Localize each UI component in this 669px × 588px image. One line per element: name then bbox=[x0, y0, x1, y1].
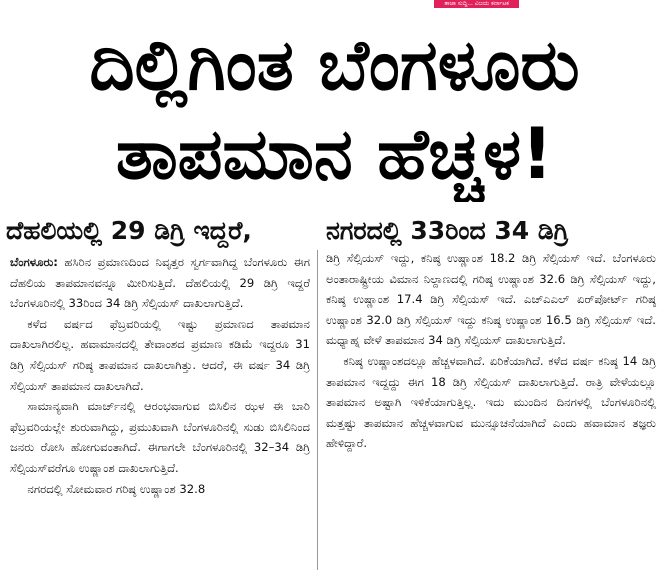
headline-line-1: ದಿಲ್ಲಿಗಿಂತ ಬೆಂಗಳೂರು bbox=[89, 24, 580, 106]
article-paragraph: ಸಾಮಾನ್ಯವಾಗಿ ಮಾರ್ಚ್‌ನಲ್ಲಿ ಆರಂಭವಾಗುವ ಬಿಸಿಲಿನ ಝಳ ಈ ಬಾರಿ ಫೆಬ್ರವರಿಯಲ್ಲೇ ಶುರುವಾಗಿದ್ದು, ಪ್ರಮುಖವಾಗಿ ಬೆಂಗಳೂರಿನಲ್ಲಿ ಸುಡು ಬಿಸಿಲಿನಿಂದ ಜನರು ರೋಸಿ ಹೋಗುವಂತಾಗಿದೆ. ಈಗಾಗಲೇ ಬೆಂಗಳೂರಿನಲ್ಲಿ 32–34 ಡಿಗ್ರಿ ಸೆಲ್ಸಿಯಸ್‌ವರೆಗೂ ಉಷ್ಣಾಂಶ ದಾಖಲಾಗುತ್ತಿದೆ. bbox=[10, 399, 310, 475]
article-paragraph: ಕನಿಷ್ಠ ಉಷ್ಣಾಂಶದಲ್ಲೂ ಹೆಚ್ಚಳವಾಗಿದೆ. ಏರಿಕೆಯಾಗಿದೆ. ಕಳೆದ ವರ್ಷ ಕನಿಷ್ಠ 14 ಡಿಗ್ರಿ ತಾಪಮಾನ ಇದ್ದದ್ದು ಈಗ 18 ಡಿಗ್ರಿ ಸೆಲ್ಸಿಯಸ್ ದಾಖಲಾಗುತ್ತಿದೆ. ರಾತ್ರಿ ವೇಳೆಯಲ್ಲೂ ತಾಪಮಾನ ಅಷ್ಟಾಗಿ ಇಳಿಕೆಯಾಗುತ್ತಿಲ್ಲ. ಇದು ಮುಂದಿನ ದಿನಗಳಲ್ಲಿ ಬೆಂಗಳೂರಿನಲ್ಲಿ ಮತ್ತಷ್ಟು ತಾಪಮಾನ ಹೆಚ್ಚಳವಾಗುವ ಮುನ್ಸೂಚನೆಯಾಗಿದೆ ಎಂದು ಹವಾಮಾನ ತಜ್ಞರು ಹೇಳಿದ್ದಾರೆ. bbox=[326, 353, 656, 451]
subhead-left: ದೆಹಲಿಯಲ್ಲಿ 29 ಡಿಗ್ರಿ ಇದ್ದರೆ, bbox=[6, 216, 252, 245]
article-column-right bbox=[326, 248, 656, 454]
article-column-left bbox=[10, 252, 310, 499]
top-badge: ತಾಜಾ ಸುದ್ದಿ... ವಿಜಯ ಕರ್ನಾಟಕ bbox=[434, 0, 519, 8]
article-paragraph: ನಗರದಲ್ಲಿ ಸೋಮವಾರ ಗರಿಷ್ಠ ಉಷ್ಣಾಂಶ 32.8 bbox=[27, 481, 206, 496]
article-paragraph: ಕಳೆದ ವರ್ಷದ ಫೆಬ್ರವರಿಯಲ್ಲಿ ಇಷ್ಟು ಪ್ರಮಾಣದ ತಾಪಮಾನ ದಾಖಲಾಗಿರಲಿಲ್ಲ. ಹವಾಮಾನದಲ್ಲಿ ತೇವಾಂಶದ ಪ್ರಮಾಣ ಕಡಿಮೆ ಇದ್ದರೂ 31 ಡಿಗ್ರಿ ಸೆಲ್ಸಿಯಸ್ ಗರಿಷ್ಠ ತಾಪಮಾನ ದಾಖಲಾಗಿತ್ತು. ಆದರೆ, ಈ ವರ್ಷ 34 ಡಿಗ್ರಿ ಸೆಲ್ಸಿಯಸ್ ತಾಪಮಾನ ದಾಖಲಾಗಿದೆ. bbox=[10, 316, 310, 393]
article-paragraph: ಡಿಗ್ರಿ ಸೆಲ್ಸಿಯಸ್ ಇದ್ದು, ಕನಿಷ್ಠ ಉಷ್ಣಾಂಶ 18.2 ಡಿಗ್ರಿ ಸೆಲ್ಸಿಯಸ್ ಇದೆ. ಬೆಂಗಳೂರು ಅಂತಾರಾಷ್ಟ್ರೀಯ ವಿಮಾನ ನಿಲ್ದಾಣದಲ್ಲಿ ಗರಿಷ್ಠ ಉಷ್ಣಾಂಶ 32.6 ಡಿಗ್ರಿ ಸೆಲ್ಸಿಯಸ್ ಇದ್ದು, ಕನಿಷ್ಠ ಉಷ್ಣಾಂಶ 17.4 ಡಿಗ್ರಿ ಸೆಲ್ಸಿಯಸ್ ಇದೆ. ಎಚ್‌ಎಎಲ್ ಏರ್‌ಪೋರ್ಟ್ ಗರಿಷ್ಠ ಉಷ್ಣಾಂಶ 32.0 ಡಿಗ್ರಿ ಸೆಲ್ಸಿಯಸ್ ಇದ್ದು ಕನಿಷ್ಠ ಉಷ್ಣಾಂಶ 16.5 ಡಿಗ್ರಿ ಸೆಲ್ಸಿಯಸ್ ಇದೆ. ಮಧ್ಯಾಹ್ನ ವೇಳೆ ತಾಪಮಾನ 34 ಡಿಗ್ರಿ ಸೆಲ್ಸಿಯಸ್ ದಾಖಲಾಗುತ್ತಿದೆ. bbox=[326, 251, 656, 348]
column-divider bbox=[317, 250, 318, 570]
paragraph-text: ಹಸಿರಿನ ಪ್ರಮಾಣದಿಂದ ನಿವೃತ್ತರ ಸ್ವರ್ಗವಾಗಿದ್ದ ಬೆಂಗಳೂರು ಈಗ ದೆಹಲಿಯ ತಾಪಮಾನವನ್ನೂ ಮೀರಿಸುತ್ತಿದೆ. ದೆಹಲಿಯಲ್ಲಿ 29 ಡಿಗ್ರಿ ಇದ್ದರೆ ಬೆಂಗಳೂರಿನಲ್ಲಿ 33ರಿಂದ 34 ಡಿಗ್ರಿ ಸೆಲ್ಸಿಯಸ್ ದಾಖಲಾಗುತ್ತಿದೆ. bbox=[10, 255, 310, 311]
dateline: ಬೆಂಗಳೂರು: bbox=[10, 255, 58, 269]
subhead-right: ನಗರದಲ್ಲಿ 33ರಿಂದ 34 ಡಿಗ್ರಿ bbox=[326, 216, 569, 245]
article-paragraph bbox=[10, 252, 310, 314]
headline-line-2: ತಾಪಮಾನ ಹೆಚ್ಚಳ! bbox=[115, 113, 554, 195]
top-bar bbox=[0, 0, 669, 10]
